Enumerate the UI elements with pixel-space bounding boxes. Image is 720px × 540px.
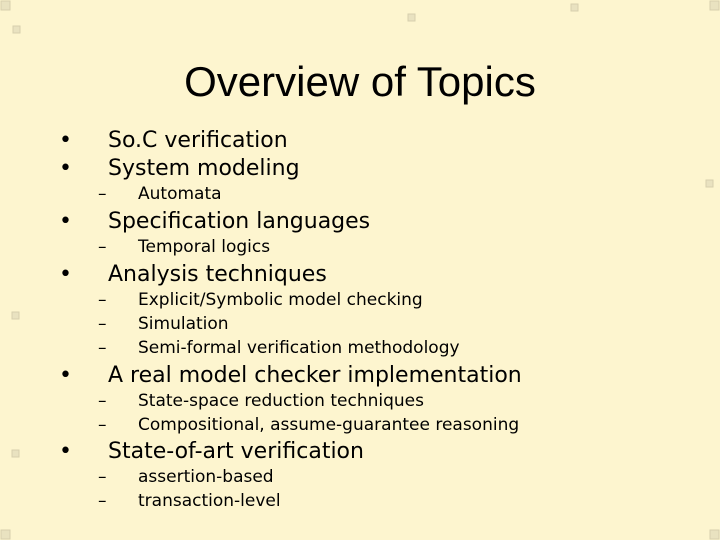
bullet-marker: • [59,262,72,287]
sub-bullet-text: Automata [138,184,222,204]
bullet-marker: • [59,363,72,388]
slide-title: Overview of Topics [184,58,536,105]
bullet-text: Analysis techniques [108,262,327,287]
sub-bullet-text: Simulation [138,314,229,334]
bullet-marker: • [59,439,72,464]
sub-bullet-text: Semi-formal verification methodology [138,338,460,358]
dash-marker: – [98,237,107,257]
sub-bullet-text: Compositional, assume-guarantee reasoning [138,415,520,435]
bullet-text: System modeling [108,156,300,181]
sub-bullet-text: State-space reduction techniques [138,391,424,411]
sub-bullet-text: transaction-level [138,491,281,511]
bullet-marker: • [59,156,72,181]
dash-marker: – [98,391,107,411]
sub-bullet-text: assertion-based [138,467,274,487]
dash-marker: – [98,314,107,334]
dash-marker: – [98,290,107,310]
bullet-text: Specification languages [108,209,371,234]
dash-marker: – [98,184,107,204]
sub-bullet-text: Temporal logics [138,237,271,257]
sub-bullet-text: Explicit/Symbolic model checking [138,290,423,310]
dash-marker: – [98,415,107,435]
bullet-text: State-of-art verification [108,439,364,464]
bullet-text: A real model checker implementation [108,363,522,388]
dash-marker: – [98,467,107,487]
bullet-text: So.C verification [108,128,288,153]
bullet-marker: • [59,209,72,234]
dash-marker: – [98,491,107,511]
bullet-marker: • [59,128,72,153]
dash-marker: – [98,338,107,358]
